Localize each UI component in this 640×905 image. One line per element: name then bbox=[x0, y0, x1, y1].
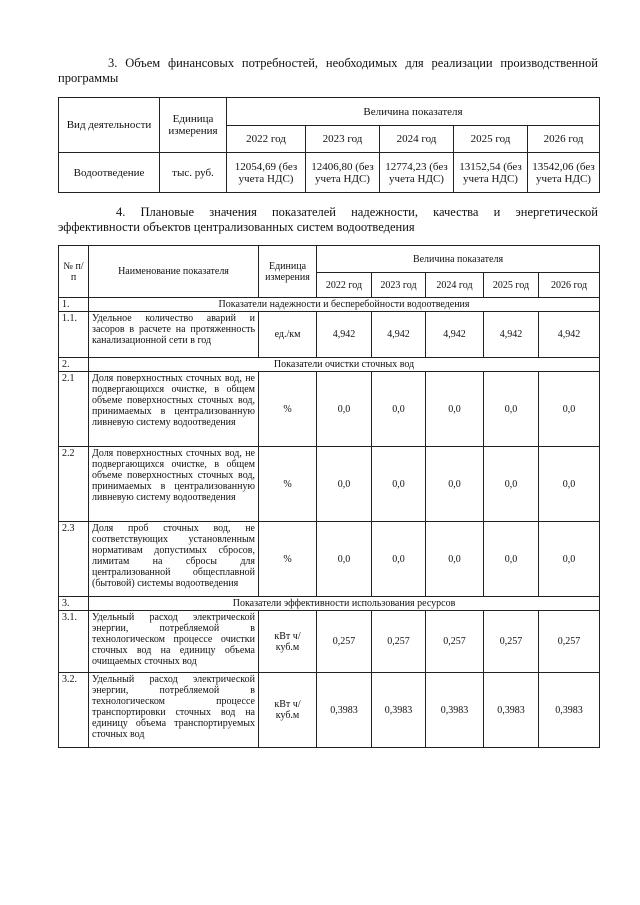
indicator-name: Удельный расход электрической энергии, потребляемой в технологическом процессе транспортировки сточных вод на единицу объема транспортируемых сточных вод bbox=[89, 673, 259, 748]
col-activity-header: Вид деятельности bbox=[59, 98, 160, 153]
year-header: 2023 год bbox=[306, 126, 380, 153]
value-cell: 4,942 bbox=[484, 312, 539, 358]
row-number: 1. bbox=[59, 298, 89, 312]
value-cell: 0,0 bbox=[539, 372, 600, 447]
unit-cell: % bbox=[259, 447, 317, 522]
reliability-indicators-heading: 4. Плановые значения показателей надежности, качества и энергетической эффективности объектов централизованных систем водоотведения bbox=[58, 205, 598, 234]
table-row bbox=[59, 611, 600, 673]
indicator-name: Удельное количество аварий и засоров в расчете на протяженность канализационной сети в год bbox=[89, 312, 259, 358]
row-number: 3.2. bbox=[59, 673, 89, 748]
year-header: 2026 год bbox=[539, 273, 600, 298]
col-value-header: Величина показателя bbox=[317, 246, 600, 273]
value-cell: 0,0 bbox=[484, 372, 539, 447]
section-title: Показатели эффективности использования ресурсов bbox=[89, 597, 600, 611]
year-header: 2022 год bbox=[227, 126, 306, 153]
value-cell: 4,942 bbox=[317, 312, 372, 358]
table-row bbox=[59, 673, 600, 748]
value-cell: 0,257 bbox=[484, 611, 539, 673]
value-cell: 0,3983 bbox=[539, 673, 600, 748]
row-number: 2. bbox=[59, 358, 89, 372]
year-header: 2026 год bbox=[528, 126, 600, 153]
row-number: 2.1 bbox=[59, 372, 89, 447]
value-cell: 0,0 bbox=[426, 522, 484, 597]
value-cell: 0,0 bbox=[426, 372, 484, 447]
year-header: 2024 год bbox=[426, 273, 484, 298]
value-cell: 12774,23 (без учета НДС) bbox=[380, 153, 454, 193]
unit-cell: ед./км bbox=[259, 312, 317, 358]
value-cell: 0,0 bbox=[484, 447, 539, 522]
value-cell: 0,257 bbox=[372, 611, 426, 673]
row-number: 2.3 bbox=[59, 522, 89, 597]
value-cell: 0,3983 bbox=[484, 673, 539, 748]
value-cell: 0,0 bbox=[539, 522, 600, 597]
value-cell: 0,0 bbox=[426, 447, 484, 522]
col-unit-header: Единица измерения bbox=[259, 246, 317, 298]
value-cell: 4,942 bbox=[539, 312, 600, 358]
col-value-header: Величина показателя bbox=[227, 98, 600, 126]
indicator-name: Доля проб сточных вод, не соответствующих установленным нормативам допустимых сбросов, лимитам на сбросы для централизованной общесплавной (бытовой) системы водоотведения bbox=[89, 522, 259, 597]
section-title: Показатели надежности и бесперебойности водоотведения bbox=[89, 298, 600, 312]
unit-cell: % bbox=[259, 522, 317, 597]
value-cell: 0,257 bbox=[426, 611, 484, 673]
value-cell: 0,0 bbox=[317, 447, 372, 522]
value-cell: 0,0 bbox=[484, 522, 539, 597]
value-cell: 0,0 bbox=[539, 447, 600, 522]
year-header: 2025 год bbox=[454, 126, 528, 153]
year-header: 2025 год bbox=[484, 273, 539, 298]
value-cell: 13152,54 (без учета НДС) bbox=[454, 153, 528, 193]
table-row bbox=[59, 522, 600, 597]
value-cell: 0,257 bbox=[539, 611, 600, 673]
value-cell: 0,3983 bbox=[372, 673, 426, 748]
col-name-header: Наименование показателя bbox=[89, 246, 259, 298]
unit-cell: кВт ч/ куб.м bbox=[259, 673, 317, 748]
section-row bbox=[59, 358, 600, 372]
row-number: 3.1. bbox=[59, 611, 89, 673]
value-cell: 0,0 bbox=[372, 447, 426, 522]
value-cell: 0,3983 bbox=[317, 673, 372, 748]
value-cell: 0,0 bbox=[372, 522, 426, 597]
indicator-name: Доля поверхностных сточных вод, не подвергающихся очистке, в общем объеме поверхностных сточных вод, принимаемых в централизованную ливневую систему водоотведения bbox=[89, 447, 259, 522]
value-cell: 4,942 bbox=[426, 312, 484, 358]
col-unit-header: Единица измерения bbox=[160, 98, 227, 153]
indicator-name: Доля поверхностных сточных вод, не подвергающихся очистке, в общем объеме поверхностных сточных вод, принимаемых в централизованную ливневую систему водоотведения bbox=[89, 372, 259, 447]
reliability-indicators-table bbox=[58, 245, 600, 748]
unit-cell: кВт ч/ куб.м bbox=[259, 611, 317, 673]
value-cell: 0,257 bbox=[317, 611, 372, 673]
activity-cell: Водоотведение bbox=[59, 153, 160, 193]
year-header: 2023 год bbox=[372, 273, 426, 298]
col-num-header: № п/п bbox=[59, 246, 89, 298]
table-row bbox=[59, 312, 600, 358]
table-row bbox=[59, 372, 600, 447]
value-cell: 0,0 bbox=[317, 522, 372, 597]
row-number: 2.2 bbox=[59, 447, 89, 522]
table-row bbox=[59, 447, 600, 522]
indicator-name: Удельный расход электрической энергии, потребляемой в технологическом процессе очистки сточных вод на единицу объема очищаемых сточных вод bbox=[89, 611, 259, 673]
value-cell: 12054,69 (без учета НДС) bbox=[227, 153, 306, 193]
value-cell: 0,0 bbox=[317, 372, 372, 447]
value-cell: 0,0 bbox=[372, 372, 426, 447]
financial-needs-table bbox=[58, 97, 600, 193]
value-cell: 13542,06 (без учета НДС) bbox=[528, 153, 600, 193]
row-number: 3. bbox=[59, 597, 89, 611]
year-header: 2024 год bbox=[380, 126, 454, 153]
value-cell: 12406,80 (без учета НДС) bbox=[306, 153, 380, 193]
year-header: 2022 год bbox=[317, 273, 372, 298]
unit-cell: тыс. руб. bbox=[160, 153, 227, 193]
section-title: Показатели очистки сточных вод bbox=[89, 358, 600, 372]
unit-cell: % bbox=[259, 372, 317, 447]
row-number: 1.1. bbox=[59, 312, 89, 358]
section-row bbox=[59, 298, 600, 312]
value-cell: 0,3983 bbox=[426, 673, 484, 748]
value-cell: 4,942 bbox=[372, 312, 426, 358]
financial-needs-heading: 3. Объем финансовых потребностей, необходимых для реализации производственной программы bbox=[58, 56, 598, 85]
section-row bbox=[59, 597, 600, 611]
